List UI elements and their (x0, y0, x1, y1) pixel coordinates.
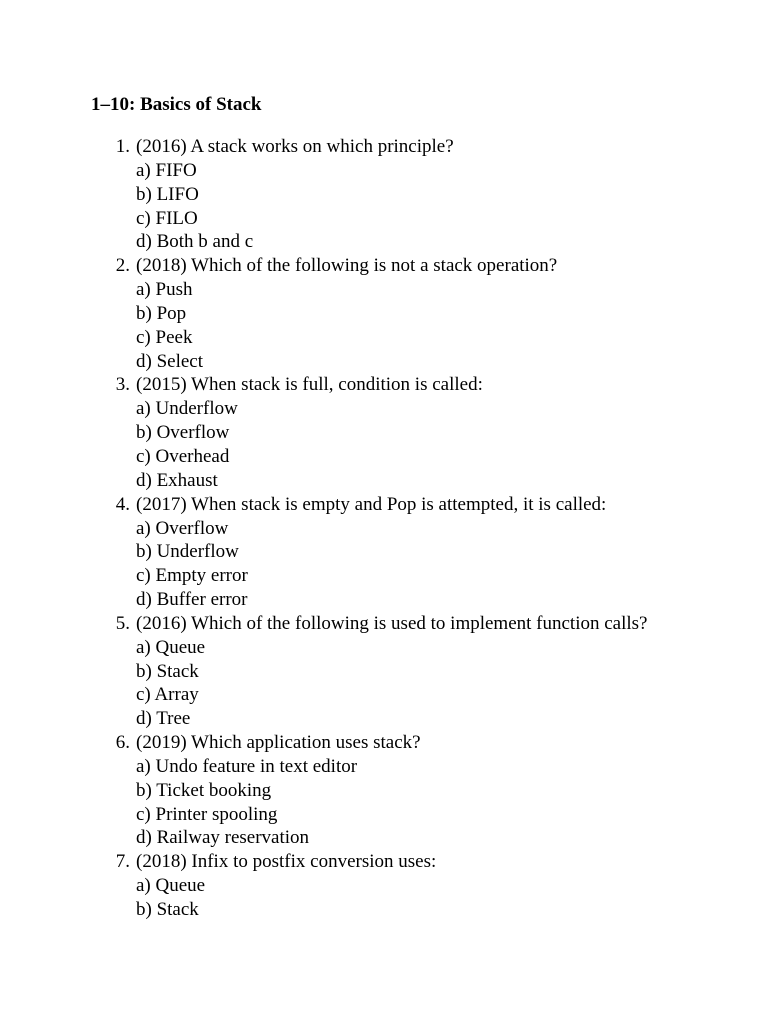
question-number: 1. (115, 136, 130, 157)
option-item: c) FILO (136, 207, 198, 229)
question-text: (2018) Infix to postfix conversion uses: (136, 851, 437, 873)
option-item: b) Underflow (136, 541, 239, 563)
question-item (100, 731, 740, 850)
question-item (100, 135, 740, 254)
option-item: c) Printer spooling (136, 803, 278, 825)
question-item (100, 493, 740, 612)
question-list (100, 135, 740, 922)
option-item: c) Array (136, 684, 199, 706)
option-item: b) LIFO (136, 183, 199, 205)
option-item: b) Overflow (136, 422, 230, 444)
option-item: c) Overhead (136, 445, 230, 467)
option-list (136, 874, 740, 922)
question-text: (2016) Which of the following is used to implement function calls? (136, 612, 648, 634)
option-item: d) Both b and c (136, 231, 254, 253)
option-item: b) Stack (136, 660, 199, 682)
option-item: a) Push (136, 279, 193, 301)
question-text: (2019) Which application uses stack? (136, 732, 421, 754)
option-item: d) Exhaust (136, 469, 218, 491)
option-list (136, 755, 740, 850)
question-number: 5. (115, 612, 130, 634)
question-number: 6. (115, 732, 130, 754)
option-item: b) Pop (136, 302, 187, 324)
option-item: a) FIFO (136, 159, 197, 181)
option-item: a) Underflow (136, 398, 238, 420)
question-text: (2015) When stack is full, condition is called: (136, 374, 483, 396)
option-list (136, 397, 740, 492)
option-item: c) Empty error (136, 565, 248, 587)
option-item: a) Overflow (136, 517, 229, 539)
question-item (100, 254, 740, 373)
option-list (136, 636, 740, 731)
question-text: (2018) Which of the following is not a stack operation? (136, 255, 558, 277)
option-item: d) Tree (136, 708, 191, 730)
question-number: 3. (115, 374, 130, 396)
option-item: b) Ticket booking (136, 779, 272, 801)
option-list (136, 159, 740, 254)
question-item (100, 373, 740, 492)
question-item (100, 612, 740, 731)
option-item: d) Railway reservation (136, 827, 310, 849)
option-list (136, 517, 740, 612)
option-item: c) Peek (136, 326, 193, 348)
question-number: 4. (115, 493, 130, 515)
question-item (100, 850, 740, 922)
section-title: 1–10: Basics of Stack (91, 94, 262, 115)
question-text: (2016) A stack works on which principle? (136, 136, 454, 157)
option-item: a) Queue (136, 875, 206, 897)
option-item: d) Buffer error (136, 589, 248, 611)
option-list (136, 278, 740, 373)
option-item: b) Stack (136, 899, 199, 920)
question-text: (2017) When stack is empty and Pop is attempted, it is called: (136, 493, 607, 515)
question-number: 2. (115, 255, 130, 277)
option-item: d) Select (136, 350, 204, 372)
option-item: a) Queue (136, 636, 206, 658)
question-number: 7. (115, 851, 130, 873)
option-item: a) Undo feature in text editor (136, 755, 358, 777)
